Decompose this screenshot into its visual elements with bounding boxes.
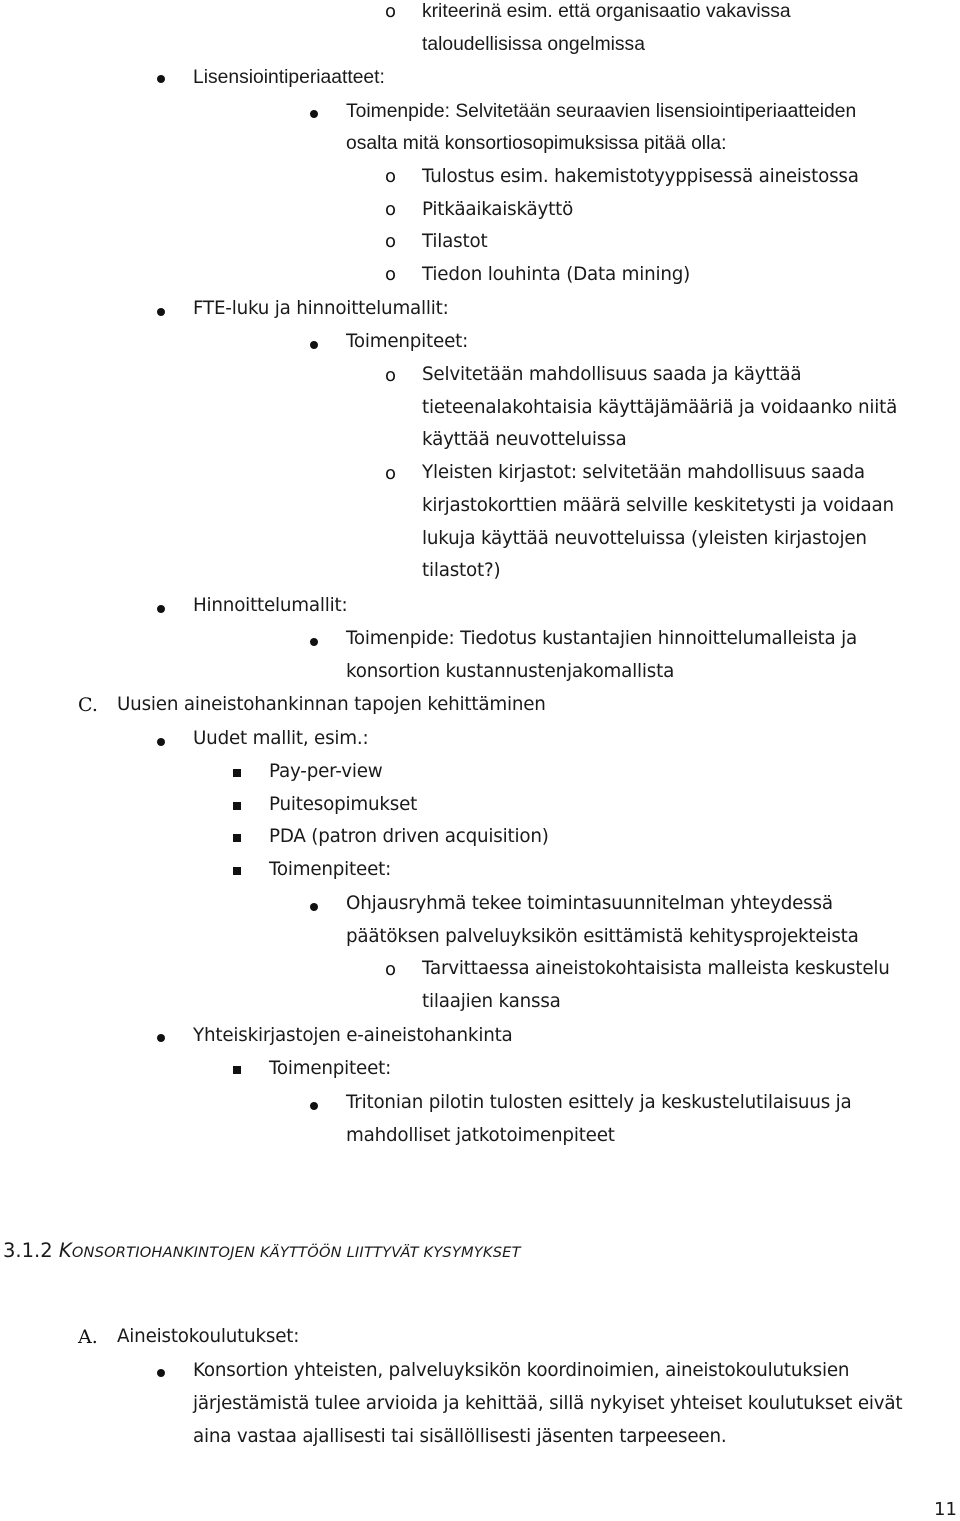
list-item: Tiedon louhinta (Data mining) — [422, 264, 691, 285]
circle-bullet-icon: o — [385, 199, 397, 220]
section-title: Aineistokoulutukset: — [117, 1326, 300, 1347]
list-item: Pay-per-view — [269, 761, 383, 782]
bullet-icon — [157, 605, 165, 613]
text-line: Konsortion yhteisten, palveluyksikön koordinoimien, aineistokoulutuksien — [193, 1360, 850, 1381]
square-bullet-icon — [233, 867, 241, 875]
section-letter: A. — [78, 1326, 98, 1348]
text-line: konsortion kustannustenjakomallista — [346, 661, 675, 682]
bullet-icon — [157, 1034, 165, 1042]
bullet-icon — [157, 1369, 165, 1377]
circle-bullet-icon: o — [385, 365, 397, 386]
square-bullet-icon — [233, 769, 241, 777]
text-line: käyttää neuvotteluissa — [422, 429, 627, 450]
bullet-icon — [310, 1102, 318, 1110]
text-line: Yleisten kirjastot: selvitetään mahdollisuus saada — [422, 462, 865, 483]
square-bullet-icon — [233, 1066, 241, 1074]
bullet-icon — [157, 75, 165, 83]
bullet-icon — [157, 308, 165, 316]
list-item: PDA (patron driven acquisition) — [269, 826, 549, 847]
bullet-icon — [310, 903, 318, 911]
text-line: osalta mitä konsortiosopimuksissa pitää olla: — [346, 133, 727, 154]
square-bullet-icon — [233, 834, 241, 842]
circle-bullet-icon: o — [385, 264, 397, 285]
square-bullet-icon — [233, 802, 241, 810]
text-line: Selvitetään mahdollisuus saada ja käyttää — [422, 364, 802, 385]
text-line: Tritonian pilotin tulosten esittely ja keskustelutilaisuus ja — [346, 1092, 852, 1113]
circle-bullet-icon: o — [385, 959, 397, 980]
page-number: 11 — [934, 1499, 957, 1520]
text-line: lukuja käyttää neuvotteluissa (yleisten kirjastojen — [422, 528, 867, 549]
section-heading — [3, 1241, 521, 1261]
circle-bullet-icon: o — [385, 231, 397, 252]
text-line: taloudellisissa ongelmissa — [422, 34, 645, 55]
heading-initial: K — [58, 1239, 72, 1262]
text-line: Toimenpide: Selvitetään seuraavien lisensiointiperiaatteiden — [346, 101, 857, 122]
bullet-icon — [310, 341, 318, 349]
list-item: Uudet mallit, esim.: — [193, 728, 369, 749]
list-heading: FTE-luku ja hinnoittelumallit: — [193, 298, 449, 319]
list-heading: Hinnoittelumallit: — [193, 595, 348, 616]
circle-bullet-icon: o — [385, 463, 397, 484]
text-line: järjestämistä tulee arvioida ja kehittää, sillä nykyiset yhteiset koulutukset eivät — [193, 1393, 903, 1414]
list-item: Tulostus esim. hakemistotyyppisessä aineistossa — [422, 166, 859, 187]
list-item: Pitkäaikaiskäyttö — [422, 199, 574, 220]
list-item: Puitesopimukset — [269, 794, 418, 815]
text-line: Tarvittaessa aineistokohtaisista malleista keskustelu — [422, 958, 890, 979]
heading-rest: ONSORTIOHANKINTOJEN KÄYTTÖÖN LIITTYVÄT KYSYMYKSET — [71, 1244, 521, 1261]
circle-bullet-icon: o — [385, 1, 397, 22]
text-line: tilastot?) — [422, 560, 501, 581]
list-item: Yhteiskirjastojen e-aineistohankinta — [193, 1025, 513, 1046]
text-line: Ohjausryhmä tekee toimintasuunnitelman yhteydessä — [346, 893, 833, 914]
text-line: päätöksen palveluyksikön esittämistä kehitysprojekteista — [346, 926, 859, 947]
bullet-icon — [157, 738, 165, 746]
text-line: kirjastokorttien määrä selville keskitetysti ja voidaan — [422, 495, 894, 516]
section-number: 3.1.2 — [3, 1239, 59, 1262]
list-heading: Lisensiointiperiaatteet: — [193, 67, 385, 88]
text-line: tilaajien kanssa — [422, 991, 561, 1012]
list-item: Tilastot — [422, 231, 488, 252]
list-item: Toimenpiteet: — [269, 1058, 392, 1079]
section-letter: C. — [78, 694, 98, 716]
text-line: Toimenpide: Tiedotus kustantajien hinnoittelumalleista ja — [346, 628, 857, 649]
section-title: Uusien aineistohankinnan tapojen kehittäminen — [117, 694, 546, 715]
bullet-icon — [310, 110, 318, 118]
circle-bullet-icon: o — [385, 166, 397, 187]
text-line: kriteerinä esim. että organisaatio vakavissa — [422, 1, 791, 22]
text-line: aina vastaa ajallisesti tai sisällöllisesti jäsenten tarpeeseen. — [193, 1426, 727, 1447]
list-item: Toimenpiteet: — [269, 859, 392, 880]
text-line: tieteenalakohtaisia käyttäjämääriä ja voidaanko niitä — [422, 397, 898, 418]
bullet-icon — [310, 638, 318, 646]
list-item: Toimenpiteet: — [346, 331, 469, 352]
text-line: mahdolliset jatkotoimenpiteet — [346, 1125, 615, 1146]
